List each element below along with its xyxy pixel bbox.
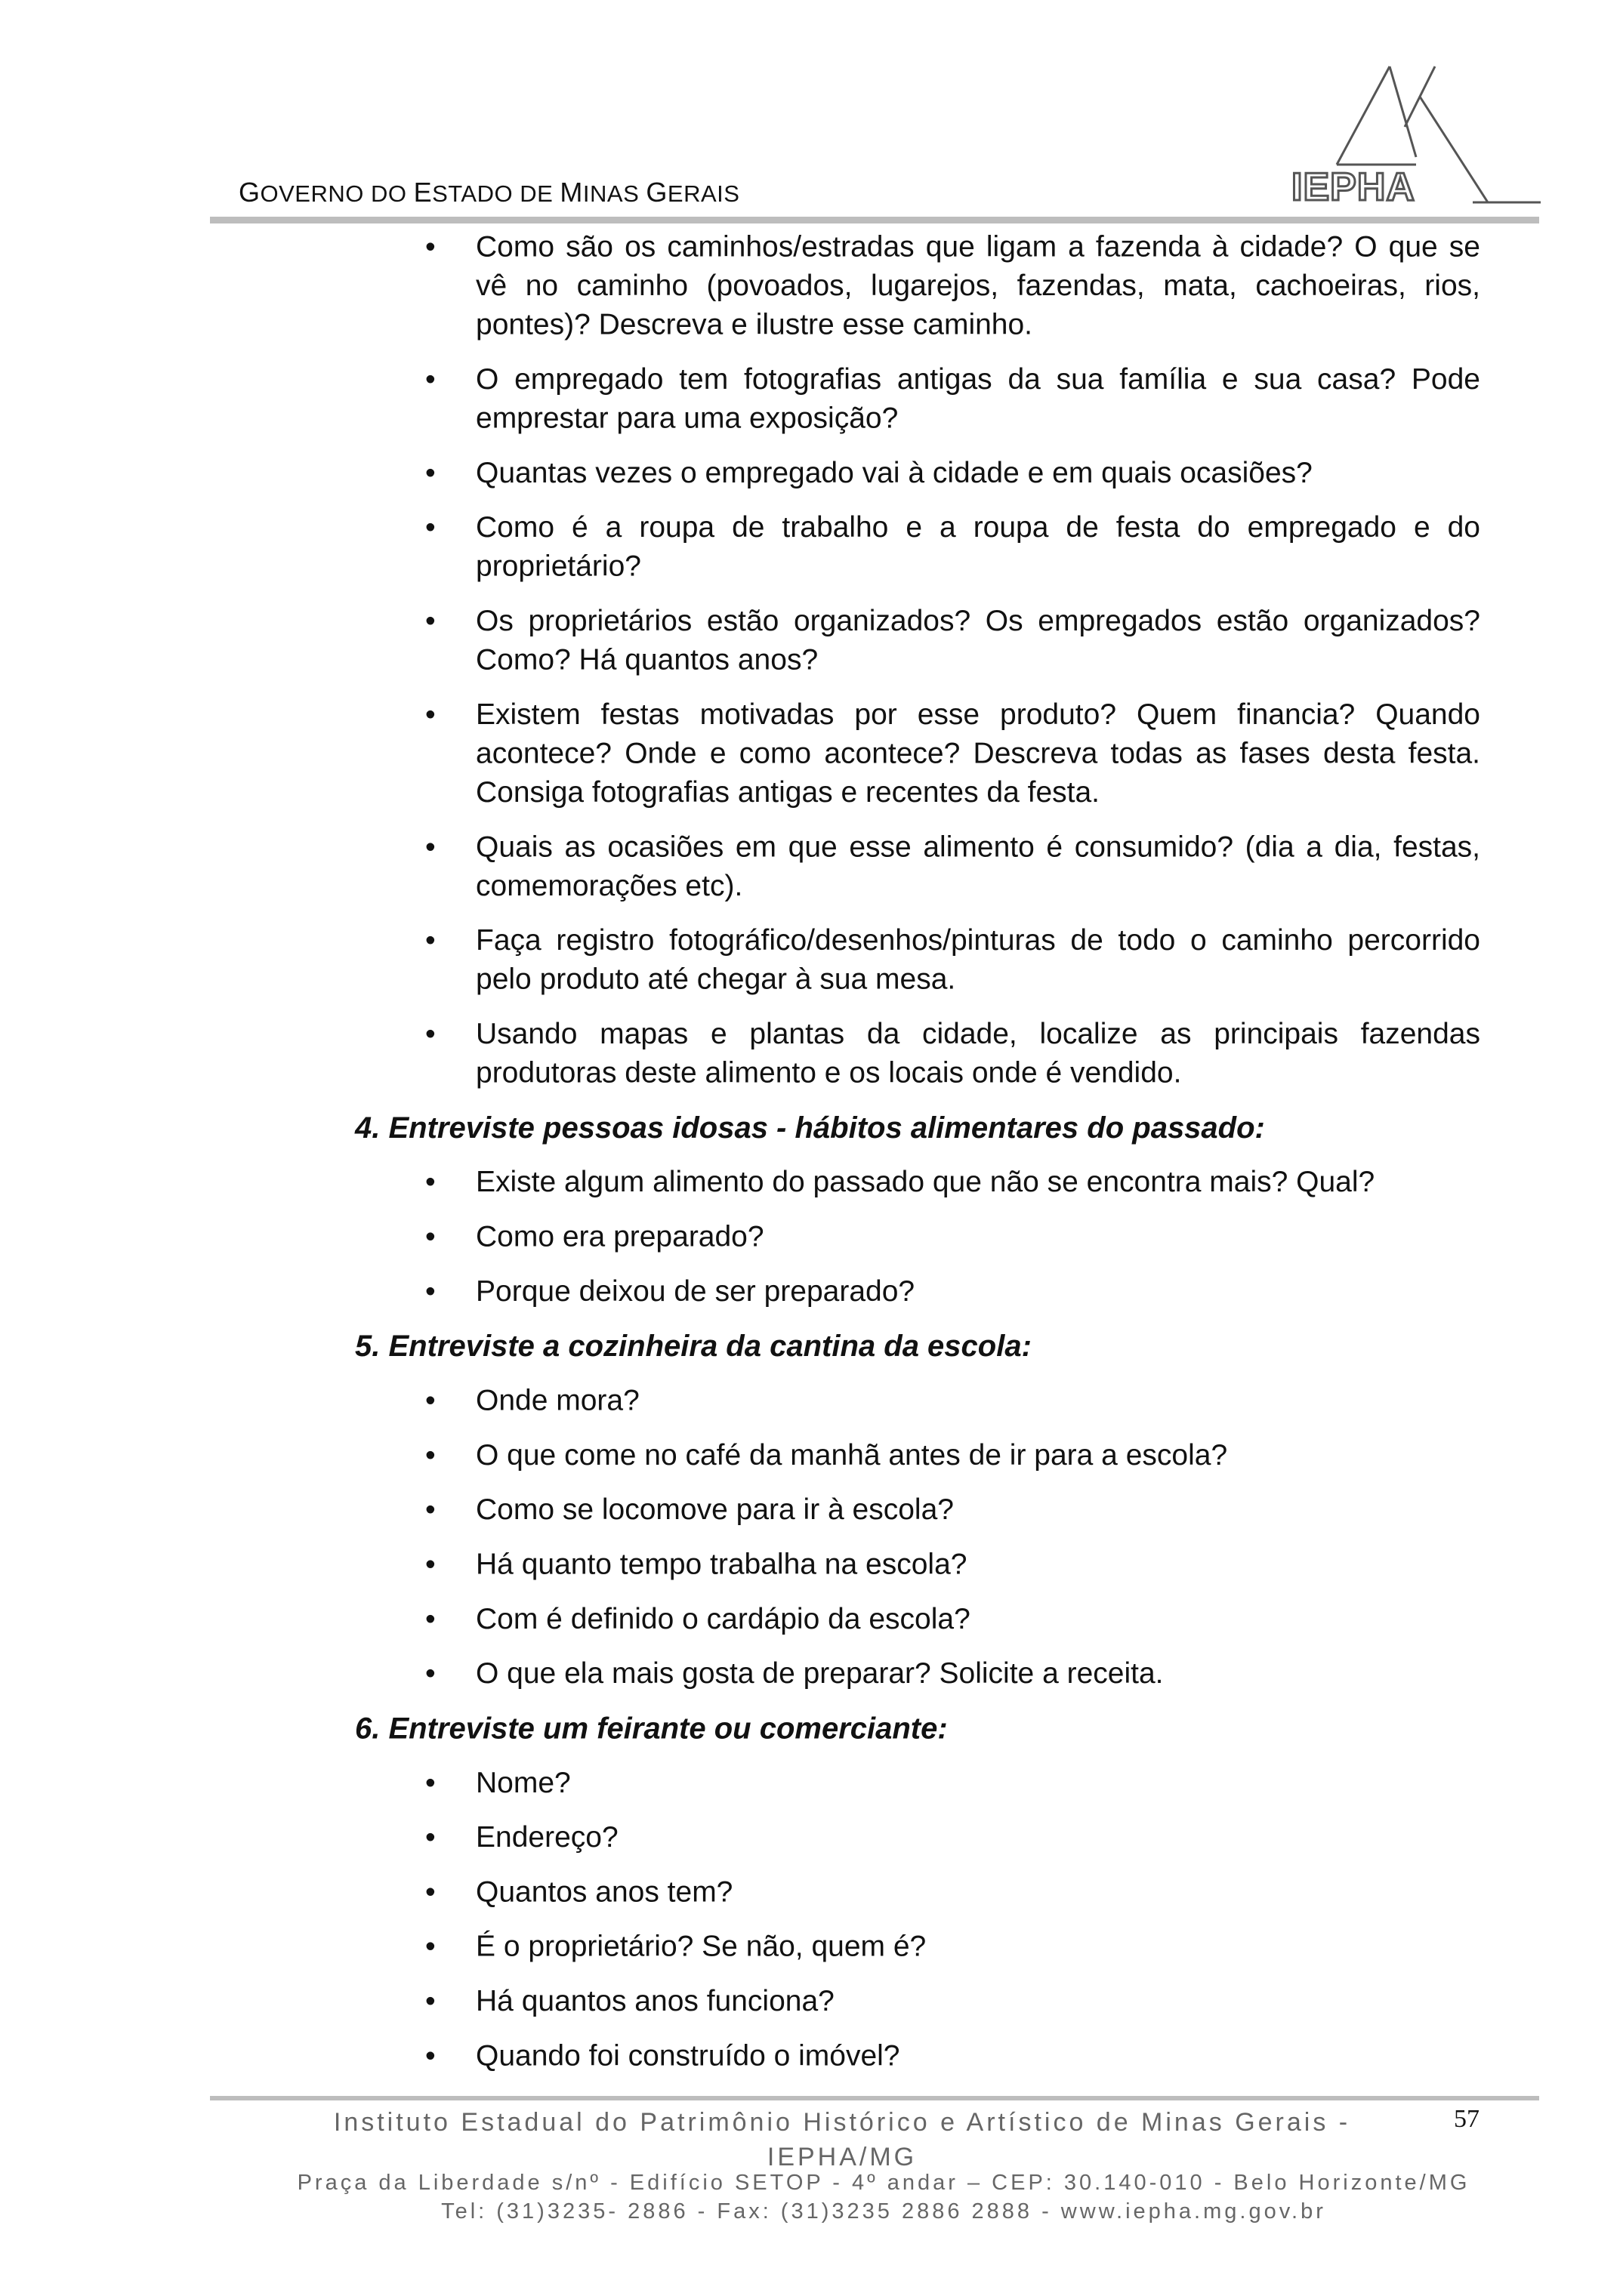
- bullet-text: Nome?: [476, 1767, 571, 1799]
- bullet-item: [355, 360, 1480, 438]
- bullet-icon: •: [425, 1275, 436, 1308]
- bullet-icon: •: [425, 1220, 436, 1253]
- bullet-item: [355, 1654, 1480, 1693]
- bullet-item: [355, 1163, 1480, 1203]
- bullet-item: [355, 1873, 1480, 1912]
- bullet-item: [355, 1218, 1480, 1257]
- page-number: 57: [1454, 2105, 1480, 2133]
- section-heading: 4. Entreviste pessoas idosas - hábitos alimentares do passado:: [355, 1111, 1265, 1145]
- bullet-item: [355, 1600, 1480, 1639]
- bullet-item: [355, 695, 1480, 812]
- bullet-icon: •: [425, 1657, 436, 1690]
- bullet-text: Endereço?: [476, 1821, 619, 1854]
- bullet-icon: •: [425, 2039, 436, 2073]
- bullet-icon: •: [425, 1985, 436, 2017]
- bullet-item: [355, 1272, 1480, 1311]
- bullet-text: Há quanto tempo trabalha na escola?: [476, 1548, 967, 1581]
- bullet-icon: •: [425, 1439, 436, 1472]
- bullet-icon: •: [425, 831, 436, 864]
- bullet-item: [355, 509, 1480, 587]
- bullet-icon: •: [425, 605, 436, 637]
- bullet-text: Quantas vezes o empregado vai à cidade e em quais ocasiões?: [476, 457, 1313, 489]
- bullet-icon: •: [425, 698, 436, 731]
- footer-rule: [210, 2096, 1539, 2100]
- bullet-item: [355, 828, 1480, 906]
- bullet-icon: •: [425, 1548, 436, 1581]
- footer-contact: Tel: (31)3235- 2886 - Fax: (31)3235 2886 2888 - www.iepha.mg.gov.br: [441, 2199, 1326, 2224]
- bullet-text: Como se locomove para ir à escola?: [476, 1493, 954, 1527]
- bullet-text: Como é a roupa de trabalho e a roupa de festa do empregado e do proprietário?: [476, 511, 1480, 583]
- footer-institute-line2: IEPHA/MG: [767, 2143, 918, 2171]
- bullet-icon: •: [425, 1875, 436, 1909]
- logo-text: IEPHA: [1291, 165, 1415, 209]
- bullet-text: O que come no café da manhã antes de ir para a escola?: [476, 1439, 1228, 1472]
- bullet-text: Há quantos anos funciona?: [476, 1985, 835, 2017]
- bullet-icon: •: [425, 1384, 436, 1417]
- bullet-text: Como são os caminhos/estradas que ligam a fazenda à cidade? O que se vê no caminho (povoados, lugarejos, fazendas, mata, cachoeiras, rios, pontes)? Descreva e ilustre esse caminho.: [476, 230, 1480, 341]
- section-heading: 6. Entreviste um feirante ou comerciante:: [355, 1712, 948, 1746]
- bullet-text: Com é definido o cardápio da escola?: [476, 1603, 970, 1635]
- bullet-text: Porque deixou de ser preparado?: [476, 1275, 915, 1308]
- bullet-text: Usando mapas e plantas da cidade, localize as principais fazendas produtoras deste alimento e os locais onde é vendido.: [476, 1018, 1480, 1089]
- bullet-item: [355, 228, 1480, 345]
- bullet-icon: •: [425, 511, 436, 544]
- bullet-icon: •: [425, 363, 436, 396]
- footer-address-block: [227, 2168, 1541, 2226]
- bullet-text: Os proprietários estão organizados? Os empregados estão organizados? Como? Há quantos anos?: [476, 605, 1480, 676]
- bullet-text: Faça registro fotográfico/desenhos/pinturas de todo o caminho percorrido pelo produto até chegar à sua mesa.: [476, 924, 1480, 996]
- bullet-item: [355, 1982, 1480, 2021]
- bullet-item: [355, 921, 1480, 999]
- bullet-item: [355, 1015, 1480, 1093]
- bullet-item: [355, 1436, 1480, 1475]
- section-heading: 5. Entreviste a cozinheira da cantina da escola:: [355, 1330, 1032, 1364]
- bullet-text: Onde mora?: [476, 1384, 640, 1417]
- header-title: GOVERNO DO ESTADO DE MINAS GERAIS: [239, 177, 740, 208]
- bullet-text: Existem festas motivadas por esse produto? Quem financia? Quando acontece? Onde e como acontece? Descreva todas as fases desta festa. Consiga fotografias antigas e recentes da festa.: [476, 698, 1480, 809]
- bullet-icon: •: [425, 1166, 436, 1199]
- bullet-item: [355, 602, 1480, 680]
- questionnaire-list: [355, 228, 1480, 2076]
- bullet-icon: •: [425, 924, 436, 957]
- bullet-item: [355, 1546, 1480, 1585]
- bullet-icon: •: [425, 1603, 436, 1635]
- bullet-icon: •: [425, 1931, 436, 1963]
- header-rule: [210, 217, 1539, 223]
- bullet-text: O que ela mais gosta de preparar? Solicite a receita.: [476, 1657, 1164, 1690]
- bullet-text: Quantos anos tem?: [476, 1875, 733, 1909]
- bullet-text: É o proprietário? Se não, quem é?: [476, 1931, 927, 1963]
- bullet-text: Quais as ocasiões em que esse alimento é consumido? (dia a dia, festas, comemorações etc).: [476, 831, 1480, 902]
- bullet-icon: •: [425, 1018, 436, 1050]
- footer-institute-line1: Instituto Estadual do Patrimônio Histórico e Artístico de Minas Gerais -: [333, 2108, 1351, 2137]
- bullet-icon: •: [425, 1767, 436, 1799]
- bullet-item: [355, 1928, 1480, 1967]
- page-content: [355, 228, 1480, 2091]
- bullet-item: [355, 1382, 1480, 1421]
- bullet-item: [355, 1490, 1480, 1530]
- bullet-icon: •: [425, 230, 436, 264]
- bullet-item: [355, 454, 1480, 493]
- bullet-text: Como era preparado?: [476, 1220, 764, 1253]
- bullet-text: Quando foi construído o imóvel?: [476, 2039, 900, 2073]
- footer-address: Praça da Liberdade s/nº - Edifício SETOP - 4º andar – CEP: 30.140-010 - Belo Horizonte/MG: [297, 2171, 1470, 2195]
- bullet-item: [355, 2037, 1480, 2076]
- bullet-icon: •: [425, 1493, 436, 1527]
- bullet-item: [355, 1764, 1480, 1803]
- bullet-text: Existe algum alimento do passado que não se encontra mais? Qual?: [476, 1166, 1375, 1199]
- bullet-icon: •: [425, 457, 436, 489]
- bullet-icon: •: [425, 1821, 436, 1854]
- footer-institute: [272, 2105, 1412, 2174]
- bullet-item: [355, 1818, 1480, 1857]
- bullet-text: O empregado tem fotografias antigas da sua família e sua casa? Pode emprestar para uma exposição?: [476, 363, 1480, 435]
